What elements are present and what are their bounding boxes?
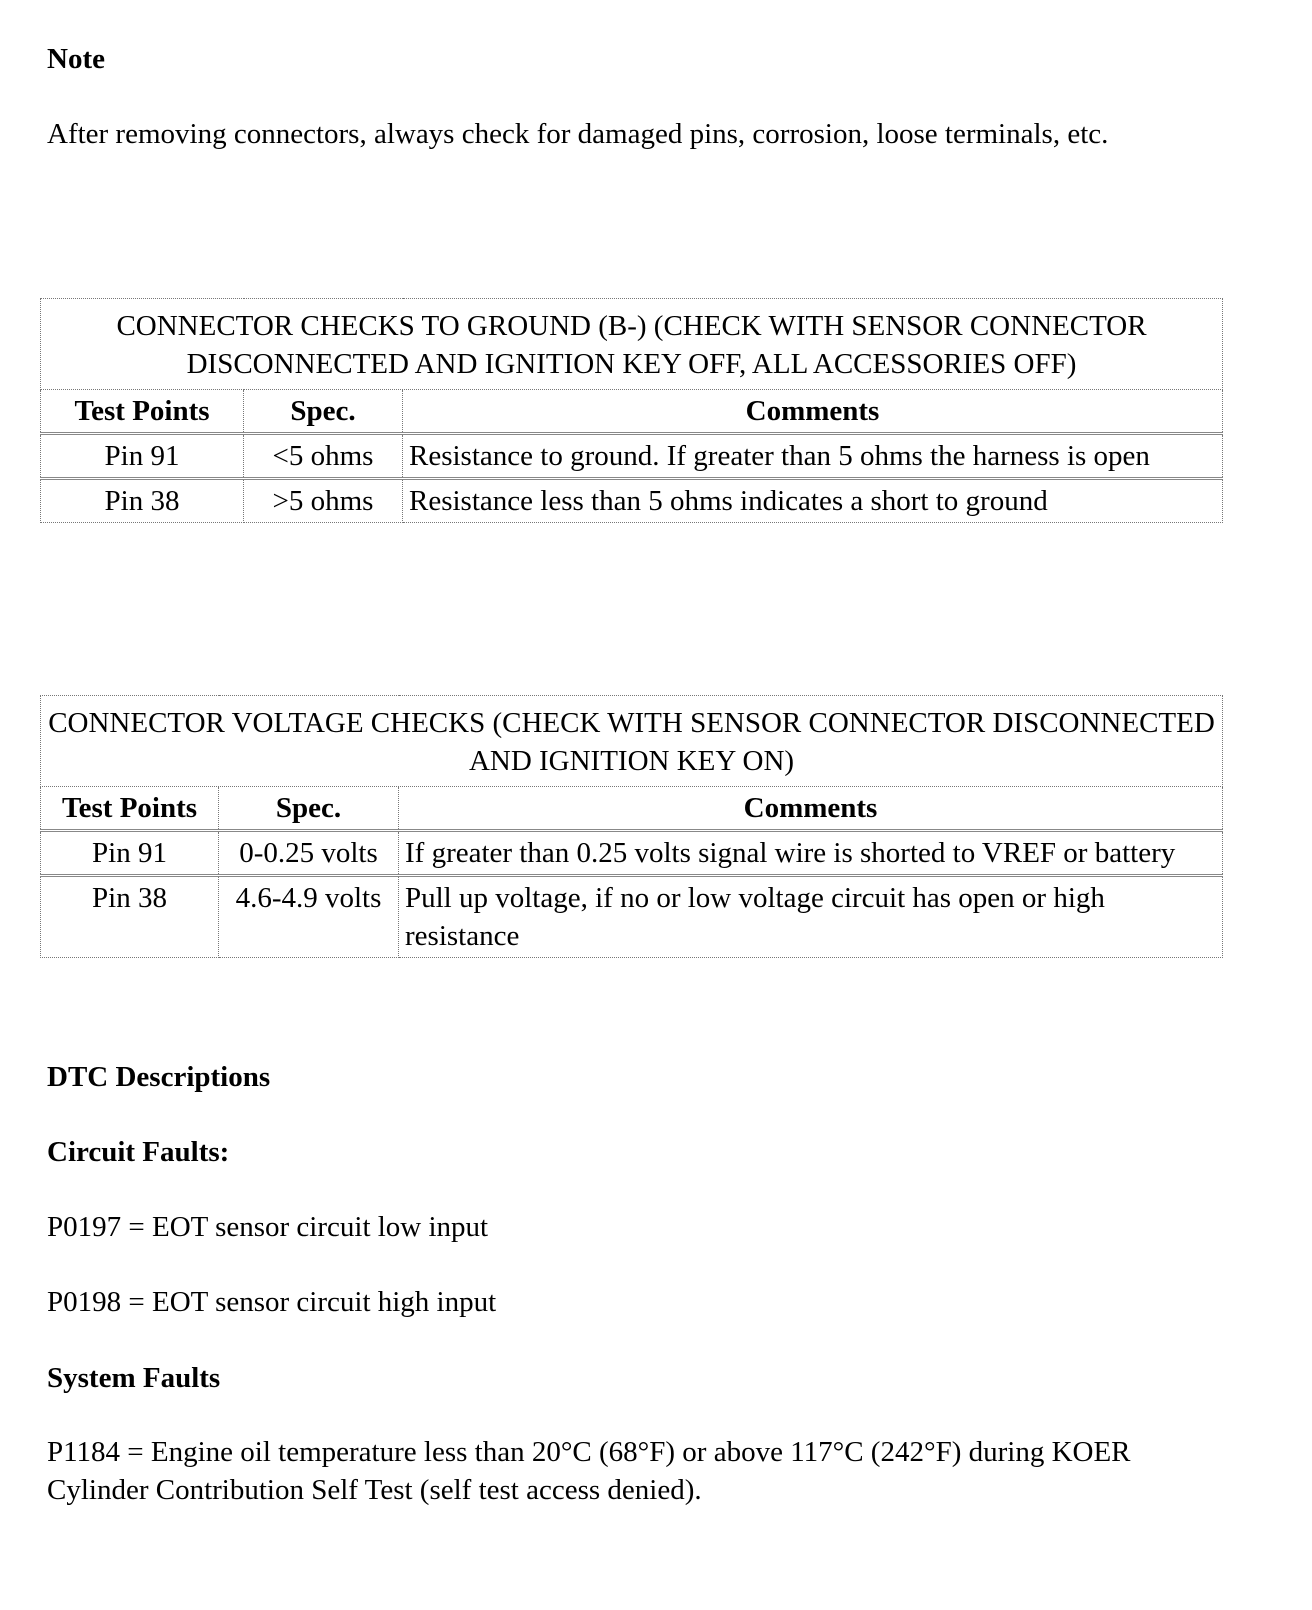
comment: If greater than 0.25 volts signal wire is shorted to VREF or battery (399, 831, 1223, 876)
dtc-p1184: P1184 = Engine oil temperature less than 20°C (68°F) or above 117°C (242°F) during KOER Cylinder Contribution Self Test (self test access denied). (47, 1436, 1131, 1506)
table-row (41, 479, 1223, 523)
table-row (41, 876, 1223, 958)
column-header: Test Points (41, 787, 219, 831)
dtc-heading: DTC Descriptions (47, 1061, 271, 1093)
note-heading: Note (47, 43, 105, 75)
column-header: Comments (399, 787, 1223, 831)
spec: 4.6-4.9 volts (219, 876, 399, 958)
note-text: After removing connectors, always check for damaged pins, corrosion, loose terminals, etc. (47, 118, 1109, 150)
spec: >5 ohms (244, 479, 403, 523)
system-faults-heading: System Faults (47, 1362, 221, 1394)
column-header: Test Points (41, 390, 244, 434)
ground-checks-table (40, 298, 1223, 523)
dtc-p0198: P0198 = EOT sensor circuit high input (47, 1286, 497, 1318)
circuit-faults-heading: Circuit Faults: (47, 1136, 230, 1168)
test-point: Pin 38 (41, 876, 219, 958)
test-point: Pin 91 (41, 831, 219, 876)
column-header: Comments (403, 390, 1223, 434)
spec: <5 ohms (244, 434, 403, 479)
table-row (41, 831, 1223, 876)
table-title: CONNECTOR VOLTAGE CHECKS (CHECK WITH SENSOR CONNECTOR DISCONNECTED AND IGNITION KEY ON) (41, 696, 1223, 787)
voltage-checks-table (40, 695, 1223, 958)
test-point: Pin 91 (41, 434, 244, 479)
comment: Resistance to ground. If greater than 5 ohms the harness is open (403, 434, 1223, 479)
table-row (41, 434, 1223, 479)
column-header: Spec. (244, 390, 403, 434)
table-title: CONNECTOR CHECKS TO GROUND (B-) (CHECK WITH SENSOR CONNECTOR DISCONNECTED AND IGNITION KEY OFF, ALL ACCESSORIES OFF) (41, 299, 1223, 390)
comment: Resistance less than 5 ohms indicates a short to ground (403, 479, 1223, 523)
test-point: Pin 38 (41, 479, 244, 523)
dtc-p0197: P0197 = EOT sensor circuit low input (47, 1211, 489, 1243)
column-header: Spec. (219, 787, 399, 831)
comment: Pull up voltage, if no or low voltage circuit has open or high resistance (399, 876, 1223, 958)
spec: 0-0.25 volts (219, 831, 399, 876)
